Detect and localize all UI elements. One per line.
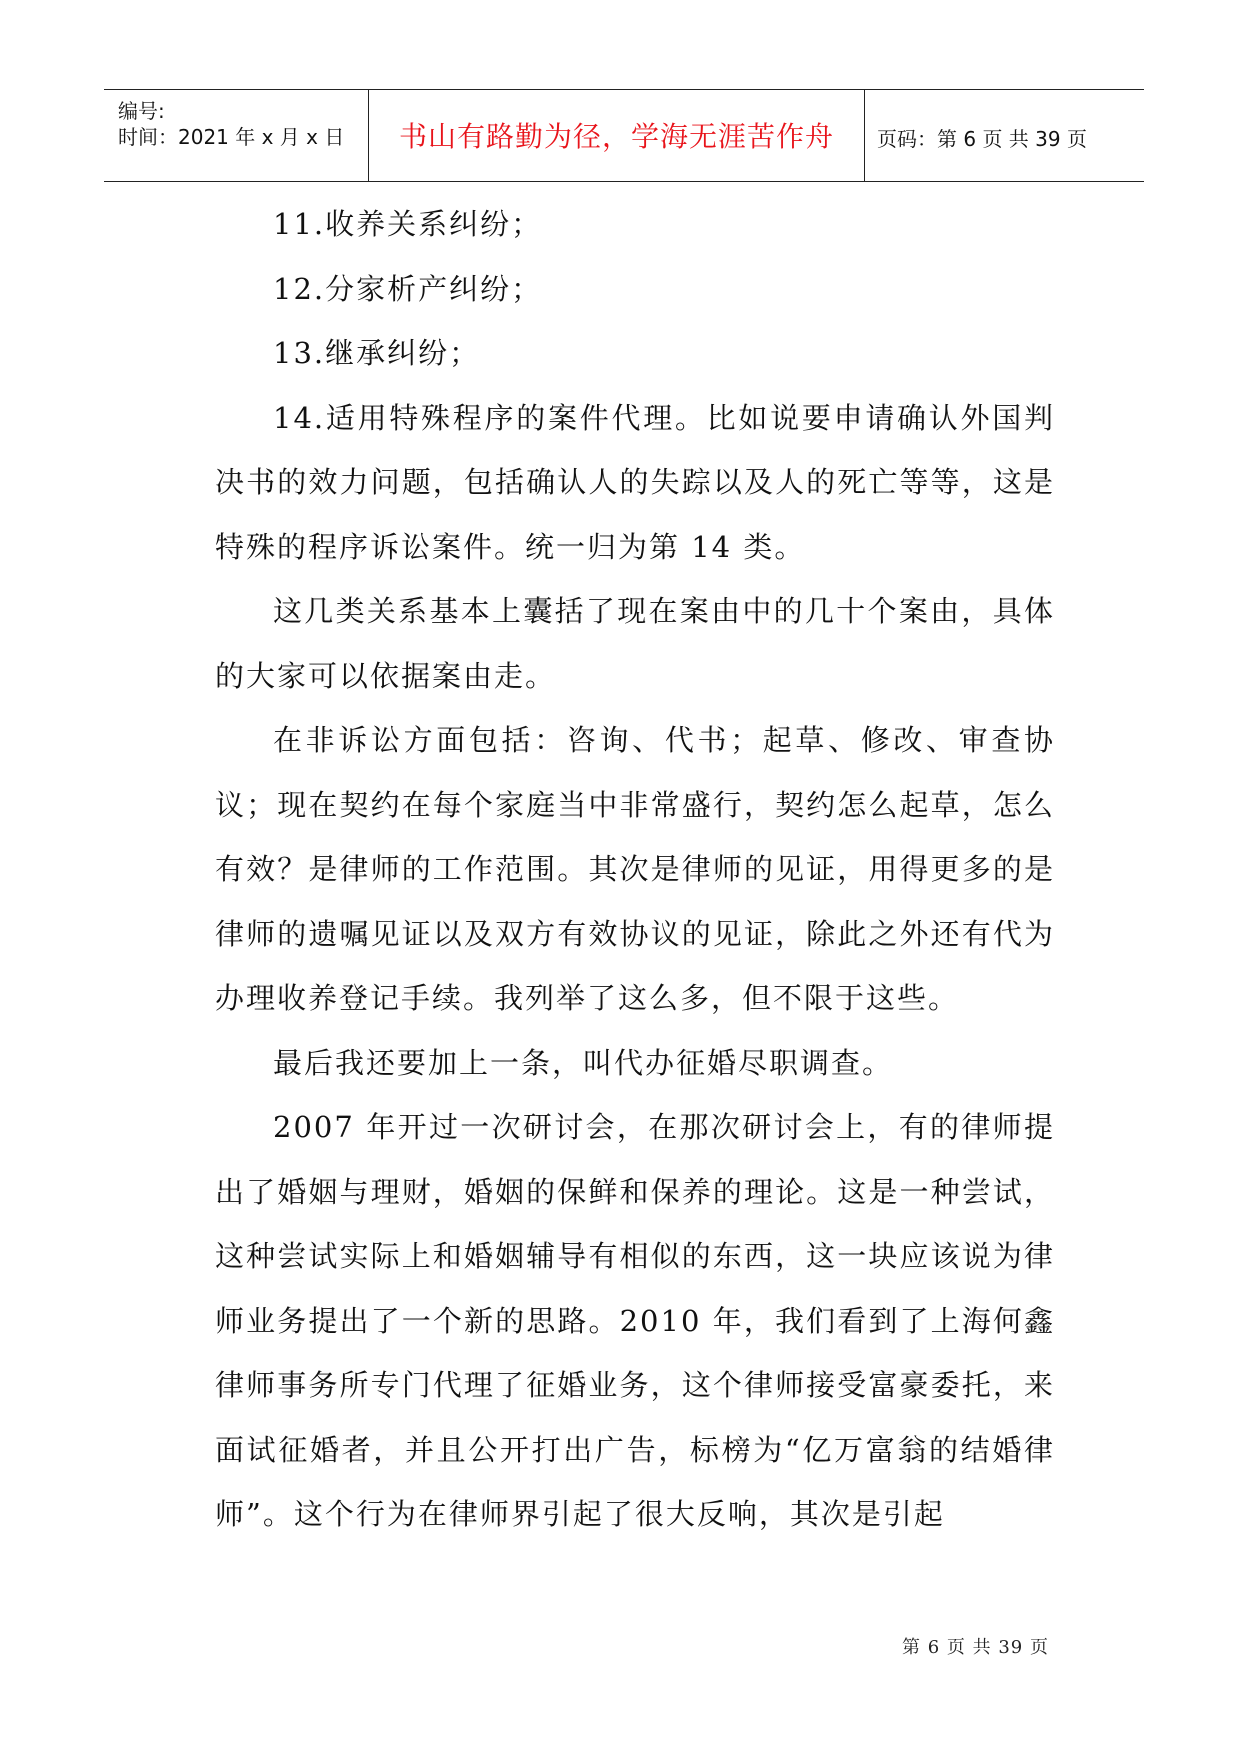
paragraph: 最后我还要加上一条，叫代办征婚尽职调查。 xyxy=(273,1045,894,1080)
paragraph: 14.适用特殊程序的案件代理。比如说要申请确认外国判决书的效力问题，包括确认人的失踪以及人的死亡等等，这是特殊的程序诉讼案件。统一归为第 14 类。 xyxy=(215,400,1055,564)
serial-number-label: 编号: xyxy=(118,99,165,123)
motto-text: 书山有路勤为径，学海无涯苦作舟 xyxy=(398,119,834,153)
header-meta-cell xyxy=(104,90,369,181)
paragraph: 2007 年开过一次研讨会，在那次研讨会上，有的律师提出了婚姻与理财，婚姻的保鲜和保养的理论。这是一种尝试，这种尝试实际上和婚姻辅导有相似的东西，这一块应该说为律师业务提出了一个新的思路。2010 年，我们看到了上海何鑫律师事务所专门代理了征婚业务，这个律师接受富豪委托，来面试征婚者，并且公开打出广告，标榜为“亿万富翁的结婚律师”。这个行为在律师界引起了很大反响，其次是引起 xyxy=(215,1110,1055,1531)
paragraph: 11.收养关系纠纷； xyxy=(273,207,543,241)
header-page-cell xyxy=(865,90,1144,181)
document-body xyxy=(215,192,1055,1547)
header-page-info: 页码：第 6 页 共 39 页 xyxy=(877,127,1087,151)
page-header xyxy=(104,89,1144,182)
header-motto-cell xyxy=(369,90,865,181)
date-label: 时间：2021 年 x 月 x 日 xyxy=(118,125,345,149)
paragraph: 这几类关系基本上囊括了现在案由中的几十个案由，具体的大家可以依据案由走。 xyxy=(215,594,1055,693)
paragraph: 13.继承纠纷； xyxy=(273,336,481,370)
paragraph: 12.分家析产纠纷； xyxy=(273,271,543,306)
page-footer: 第 6 页 共 39 页 xyxy=(902,1637,1049,1658)
paragraph: 在非诉讼方面包括：咨询、代书；起草、修改、审查协议；现在契约在每个家庭当中非常盛行，契约怎么起草，怎么有效？是律师的工作范围。其次是律师的见证，用得更多的是律师的遗嘱见证以及双方有效协议的见证，除此之外还有代为办理收养登记手续。我列举了这么多，但不限于这些。 xyxy=(215,723,1055,1015)
